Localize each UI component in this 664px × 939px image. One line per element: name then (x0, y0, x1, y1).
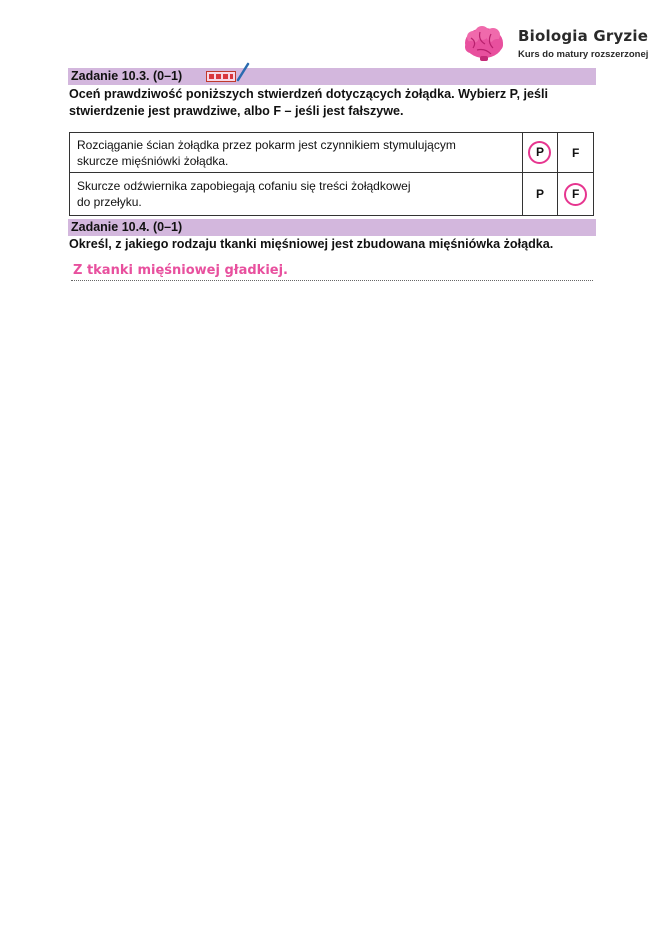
instruction-line: stwierdzenie jest prawdziwe, albo F – jeśli jest fałszywe. (69, 104, 404, 118)
option-p-label: P (535, 187, 544, 201)
statement-line: Skurcze odźwiernika zapobiegają cofaniu się treści żołądkowej (77, 179, 411, 193)
true-false-table (69, 132, 594, 216)
pen-icon (236, 62, 250, 82)
option-p[interactable] (522, 173, 558, 216)
table-row (70, 173, 594, 216)
option-f[interactable] (558, 133, 594, 173)
brand-title: Biologia Gryzie (518, 27, 649, 45)
statement-line: skurcze mięśniówki żołądka. (77, 153, 229, 168)
task-10-4-title: Zadanie 10.4. (0–1) (71, 220, 183, 234)
statement-line: Rozciąganie ścian żołądka przez pokarm jest czynnikiem stymulującym (77, 137, 456, 152)
brand-logo (463, 24, 663, 68)
task-10-4-header (68, 219, 596, 236)
task-10-3-title: Zadanie 10.3. (0–1) (71, 69, 183, 83)
brain-icon (463, 24, 505, 64)
option-f[interactable] (558, 173, 594, 216)
answer-field[interactable]: Z tkanki mięśniowej gładkiej. (71, 264, 593, 281)
statement-line: do przełyku. (77, 195, 142, 209)
selected-answer-circle: P (528, 141, 551, 164)
task-10-3-header (68, 68, 596, 85)
instruction-line: Oceń prawdziwość poniższych stwierdzeń dotyczących żołądka. Wybierz P, jeśli (69, 87, 548, 101)
statement-cell (70, 173, 523, 216)
brand-subtitle: Kurs do matury rozszerzonej (518, 49, 649, 60)
task-type-icon (206, 71, 236, 82)
option-p[interactable] (522, 133, 558, 173)
task-10-4-instruction: Określ, z jakiego rodzaju tkanki mięśniowej jest zbudowana mięśniówka żołądka. (69, 237, 554, 251)
table-row (70, 133, 594, 173)
option-f-label: F (571, 145, 580, 160)
selected-answer-circle: F (564, 183, 587, 206)
task-10-3-instruction (69, 86, 597, 120)
statement-cell (70, 133, 523, 173)
